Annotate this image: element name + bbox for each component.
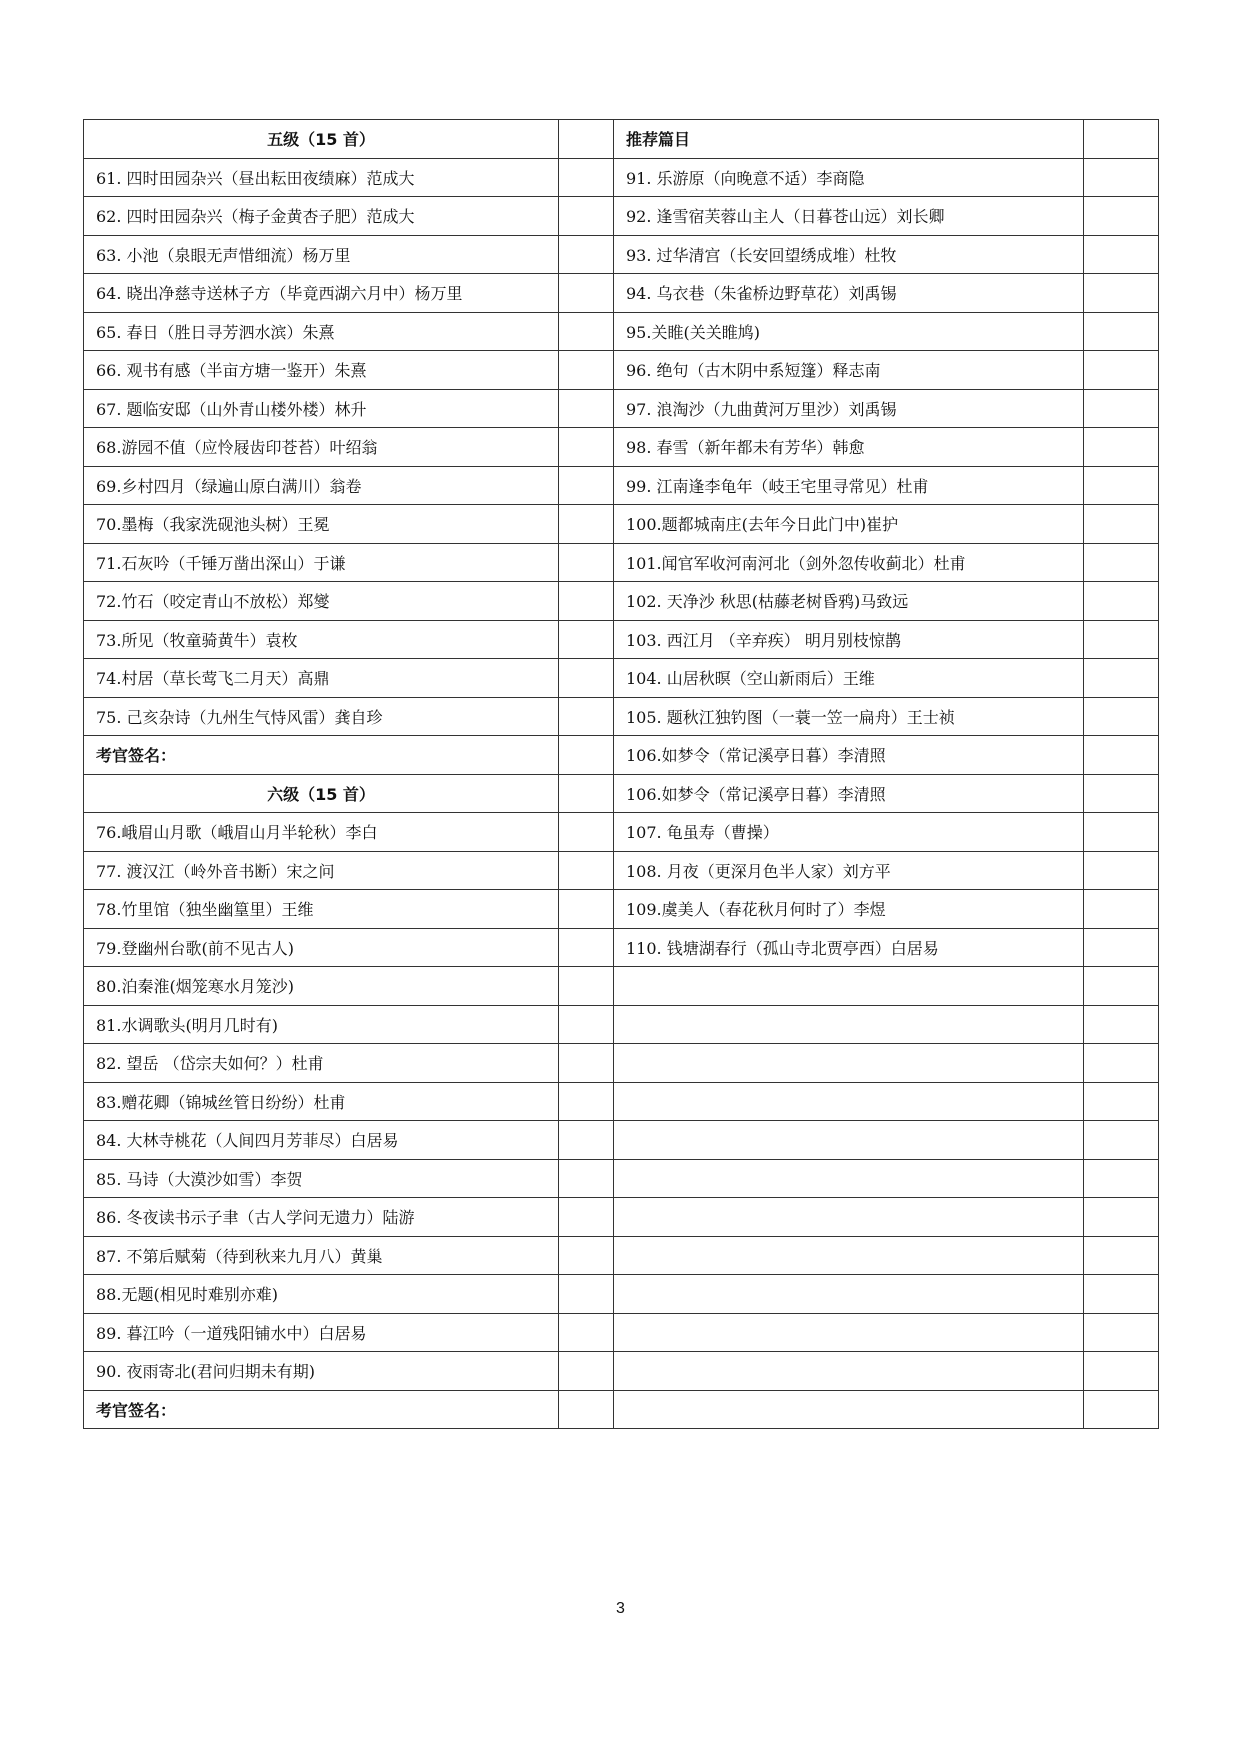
poem-item: 108. 月夜（更深月色半人家）刘方平 bbox=[614, 851, 1084, 890]
check-cell[interactable] bbox=[1084, 1121, 1159, 1160]
table-row bbox=[84, 659, 1159, 698]
poem-item: 81.水调歌头(明月几时有) bbox=[84, 1005, 559, 1044]
poem-item: 79.登幽州台歌(前不见古人) bbox=[84, 928, 559, 967]
poem-item: 74.村居（草长莺飞二月天）高鼎 bbox=[84, 659, 559, 698]
poem-item: 62. 四时田园杂兴（梅子金黄杏子肥）范成大 bbox=[84, 197, 559, 236]
section-header: 六级（15 首） bbox=[84, 774, 559, 813]
poem-item: 70.墨梅（我家洗砚池头树）王冕 bbox=[84, 505, 559, 544]
check-cell[interactable] bbox=[559, 697, 614, 736]
table-row bbox=[84, 1236, 1159, 1275]
check-cell[interactable] bbox=[1084, 312, 1159, 351]
poem-item: 106.如梦令（常记溪亭日暮）李清照 bbox=[614, 774, 1084, 813]
table-row bbox=[84, 813, 1159, 852]
table-row bbox=[84, 158, 1159, 197]
table-row bbox=[84, 235, 1159, 274]
table-row bbox=[84, 1390, 1159, 1429]
check-cell[interactable] bbox=[1084, 736, 1159, 775]
table-row bbox=[84, 428, 1159, 467]
check-cell[interactable] bbox=[1084, 274, 1159, 313]
table-row bbox=[84, 890, 1159, 929]
empty-cell bbox=[614, 1121, 1084, 1160]
poem-item: 80.泊秦淮(烟笼寒水月笼沙) bbox=[84, 967, 559, 1006]
check-cell[interactable] bbox=[559, 235, 614, 274]
examiner-signature-label: 考官签名： bbox=[84, 736, 559, 775]
poem-item: 87. 不第后赋菊（待到秋来九月八）黄巢 bbox=[84, 1236, 559, 1275]
check-cell[interactable] bbox=[559, 1275, 614, 1314]
check-cell[interactable] bbox=[1084, 928, 1159, 967]
table-row bbox=[84, 697, 1159, 736]
empty-cell bbox=[614, 1390, 1084, 1429]
table-row bbox=[84, 1044, 1159, 1083]
poem-item: 72.竹石（咬定青山不放松）郑燮 bbox=[84, 582, 559, 621]
check-cell[interactable] bbox=[559, 1082, 614, 1121]
poem-item: 86. 冬夜读书示子聿（古人学问无遗力）陆游 bbox=[84, 1198, 559, 1237]
table-row bbox=[84, 389, 1159, 428]
poem-checklist-table bbox=[83, 119, 1159, 1429]
empty-cell bbox=[614, 1159, 1084, 1198]
poem-item: 66. 观书有感（半亩方塘一鉴开）朱熹 bbox=[84, 351, 559, 390]
check-cell[interactable] bbox=[1084, 967, 1159, 1006]
check-cell[interactable] bbox=[1084, 158, 1159, 197]
check-cell[interactable] bbox=[559, 1352, 614, 1391]
poem-item: 99. 江南逢李龟年（岐王宅里寻常见）杜甫 bbox=[614, 466, 1084, 505]
poem-item: 64. 晓出净慈寺送林子方（毕竟西湖六月中）杨万里 bbox=[84, 274, 559, 313]
check-cell[interactable] bbox=[559, 158, 614, 197]
table-row bbox=[84, 620, 1159, 659]
check-cell[interactable] bbox=[1084, 774, 1159, 813]
check-cell[interactable] bbox=[559, 1390, 614, 1429]
poem-item: 101.闻官军收河南河北（剑外忽传收蓟北）杜甫 bbox=[614, 543, 1084, 582]
check-cell[interactable] bbox=[1084, 543, 1159, 582]
check-cell[interactable] bbox=[1084, 505, 1159, 544]
poem-item: 82. 望岳 （岱宗夫如何？）杜甫 bbox=[84, 1044, 559, 1083]
check-cell[interactable] bbox=[1084, 1390, 1159, 1429]
check-cell[interactable] bbox=[1084, 197, 1159, 236]
check-cell[interactable] bbox=[559, 1159, 614, 1198]
poem-item: 69.乡村四月（绿遍山原白满川）翁卷 bbox=[84, 466, 559, 505]
poem-item: 63. 小池（泉眼无声惜细流）杨万里 bbox=[84, 235, 559, 274]
check-cell[interactable] bbox=[1084, 120, 1159, 159]
page-number: 3 bbox=[616, 1600, 625, 1617]
empty-cell bbox=[614, 1275, 1084, 1314]
poem-item: 92. 逢雪宿芙蓉山主人（日暮苍山远）刘长卿 bbox=[614, 197, 1084, 236]
poem-item: 78.竹里馆（独坐幽篁里）王维 bbox=[84, 890, 559, 929]
table-row bbox=[84, 466, 1159, 505]
check-cell[interactable] bbox=[1084, 582, 1159, 621]
check-cell[interactable] bbox=[559, 659, 614, 698]
poem-item: 61. 四时田园杂兴（昼出耘田夜绩麻）范成大 bbox=[84, 158, 559, 197]
poem-item: 71.石灰吟（千锤万凿出深山）于谦 bbox=[84, 543, 559, 582]
empty-cell bbox=[614, 967, 1084, 1006]
empty-cell bbox=[614, 1005, 1084, 1044]
table-row bbox=[84, 197, 1159, 236]
check-cell[interactable] bbox=[559, 1121, 614, 1160]
poem-item: 84. 大林寺桃花（人间四月芳菲尽）白居易 bbox=[84, 1121, 559, 1160]
check-cell[interactable] bbox=[559, 851, 614, 890]
check-cell[interactable] bbox=[559, 505, 614, 544]
poem-item: 76.峨眉山月歌（峨眉山月半轮秋）李白 bbox=[84, 813, 559, 852]
table-row bbox=[84, 1352, 1159, 1391]
poem-item: 91. 乐游原（向晚意不适）李商隐 bbox=[614, 158, 1084, 197]
check-cell[interactable] bbox=[559, 813, 614, 852]
check-cell[interactable] bbox=[559, 274, 614, 313]
empty-cell bbox=[614, 1352, 1084, 1391]
section-header: 推荐篇目 bbox=[614, 120, 1084, 159]
poem-item: 95.关睢(关关睢鸠) bbox=[614, 312, 1084, 351]
poem-item: 103. 西江月 （辛弃疾） 明月别枝惊鹊 bbox=[614, 620, 1084, 659]
check-cell[interactable] bbox=[559, 312, 614, 351]
poem-item: 89. 暮江吟（一道残阳铺水中）白居易 bbox=[84, 1313, 559, 1352]
poem-item: 88.无题(相见时难别亦难) bbox=[84, 1275, 559, 1314]
check-cell[interactable] bbox=[1084, 1044, 1159, 1083]
table-row bbox=[84, 1275, 1159, 1314]
poem-item: 104. 山居秋暝（空山新雨后）王维 bbox=[614, 659, 1084, 698]
poem-item: 83.赠花卿（锦城丝管日纷纷）杜甫 bbox=[84, 1082, 559, 1121]
poem-item: 98. 春雪（新年都未有芳华）韩愈 bbox=[614, 428, 1084, 467]
check-cell[interactable] bbox=[559, 582, 614, 621]
check-cell[interactable] bbox=[1084, 1005, 1159, 1044]
poem-item: 94. 乌衣巷（朱雀桥边野草花）刘禹锡 bbox=[614, 274, 1084, 313]
check-cell[interactable] bbox=[1084, 659, 1159, 698]
table-row bbox=[84, 774, 1159, 813]
check-cell[interactable] bbox=[1084, 813, 1159, 852]
check-cell[interactable] bbox=[559, 774, 614, 813]
check-cell[interactable] bbox=[1084, 620, 1159, 659]
table-row bbox=[84, 351, 1159, 390]
check-cell[interactable] bbox=[559, 120, 614, 159]
check-cell[interactable] bbox=[559, 428, 614, 467]
table-row bbox=[84, 1121, 1159, 1160]
table-row bbox=[84, 1198, 1159, 1237]
table-row bbox=[84, 851, 1159, 890]
check-cell[interactable] bbox=[1084, 351, 1159, 390]
examiner-signature-label: 考官签名： bbox=[84, 1390, 559, 1429]
check-cell[interactable] bbox=[1084, 235, 1159, 274]
empty-cell bbox=[614, 1082, 1084, 1121]
poem-item: 77. 渡汉江（岭外音书断）宋之问 bbox=[84, 851, 559, 890]
check-cell[interactable] bbox=[1084, 1082, 1159, 1121]
table-row bbox=[84, 736, 1159, 775]
table-row bbox=[84, 120, 1159, 159]
poem-item: 90. 夜雨寄北(君问归期未有期) bbox=[84, 1352, 559, 1391]
table-row bbox=[84, 274, 1159, 313]
poem-item: 109.虞美人（春花秋月何时了）李煜 bbox=[614, 890, 1084, 929]
poem-item: 93. 过华清宫（长安回望绣成堆）杜牧 bbox=[614, 235, 1084, 274]
poem-item: 97. 浪淘沙（九曲黄河万里沙）刘禹锡 bbox=[614, 389, 1084, 428]
empty-cell bbox=[614, 1236, 1084, 1275]
poem-item: 102. 天净沙 秋思(枯藤老树昏鸦)马致远 bbox=[614, 582, 1084, 621]
check-cell[interactable] bbox=[559, 890, 614, 929]
table-row bbox=[84, 543, 1159, 582]
check-cell[interactable] bbox=[1084, 1352, 1159, 1391]
check-cell[interactable] bbox=[559, 1005, 614, 1044]
empty-cell bbox=[614, 1313, 1084, 1352]
check-cell[interactable] bbox=[559, 928, 614, 967]
poem-item: 110. 钱塘湖春行（孤山寺北贾亭西）白居易 bbox=[614, 928, 1084, 967]
poem-item: 73.所见（牧童骑黄牛）袁枚 bbox=[84, 620, 559, 659]
check-cell[interactable] bbox=[1084, 1159, 1159, 1198]
check-cell[interactable] bbox=[1084, 466, 1159, 505]
check-cell[interactable] bbox=[1084, 890, 1159, 929]
table-row bbox=[84, 505, 1159, 544]
poem-item: 105. 题秋江独钓图（一蓑一笠一扁舟）王士祯 bbox=[614, 697, 1084, 736]
check-cell[interactable] bbox=[559, 1044, 614, 1083]
table-row bbox=[84, 928, 1159, 967]
table-row bbox=[84, 1082, 1159, 1121]
poem-item: 96. 绝句（古木阴中系短篷）释志南 bbox=[614, 351, 1084, 390]
empty-cell bbox=[614, 1198, 1084, 1237]
check-cell[interactable] bbox=[1084, 697, 1159, 736]
check-cell[interactable] bbox=[559, 543, 614, 582]
empty-cell bbox=[614, 1044, 1084, 1083]
check-cell[interactable] bbox=[1084, 1313, 1159, 1352]
poem-item: 106.如梦令（常记溪亭日暮）李清照 bbox=[614, 736, 1084, 775]
check-cell[interactable] bbox=[559, 197, 614, 236]
table-row bbox=[84, 312, 1159, 351]
table-row bbox=[84, 582, 1159, 621]
table-row bbox=[84, 1313, 1159, 1352]
poem-item: 107. 龟虽寿（曹操） bbox=[614, 813, 1084, 852]
check-cell[interactable] bbox=[1084, 851, 1159, 890]
poem-item: 68.游园不值（应怜屐齿印苍苔）叶绍翁 bbox=[84, 428, 559, 467]
check-cell[interactable] bbox=[1084, 1236, 1159, 1275]
check-cell[interactable] bbox=[1084, 389, 1159, 428]
check-cell[interactable] bbox=[559, 389, 614, 428]
poem-item: 85. 马诗（大漠沙如雪）李贺 bbox=[84, 1159, 559, 1198]
poem-item: 65. 春日（胜日寻芳泗水滨）朱熹 bbox=[84, 312, 559, 351]
table-row bbox=[84, 1159, 1159, 1198]
check-cell[interactable] bbox=[1084, 1275, 1159, 1314]
section-header: 五级（15 首） bbox=[84, 120, 559, 159]
check-cell[interactable] bbox=[559, 620, 614, 659]
check-cell[interactable] bbox=[559, 1198, 614, 1237]
poem-item: 100.题都城南庄(去年今日此门中)崔护 bbox=[614, 505, 1084, 544]
check-cell[interactable] bbox=[1084, 1198, 1159, 1237]
check-cell[interactable] bbox=[559, 466, 614, 505]
check-cell[interactable] bbox=[559, 351, 614, 390]
poem-item: 75. 己亥杂诗（九州生气恃风雷）龚自珍 bbox=[84, 697, 559, 736]
check-cell[interactable] bbox=[559, 1236, 614, 1275]
table-row bbox=[84, 967, 1159, 1006]
poem-item: 67. 题临安邸（山外青山楼外楼）林升 bbox=[84, 389, 559, 428]
table-row bbox=[84, 1005, 1159, 1044]
check-cell[interactable] bbox=[559, 1313, 614, 1352]
check-cell[interactable] bbox=[1084, 428, 1159, 467]
check-cell[interactable] bbox=[559, 736, 614, 775]
check-cell[interactable] bbox=[559, 967, 614, 1006]
